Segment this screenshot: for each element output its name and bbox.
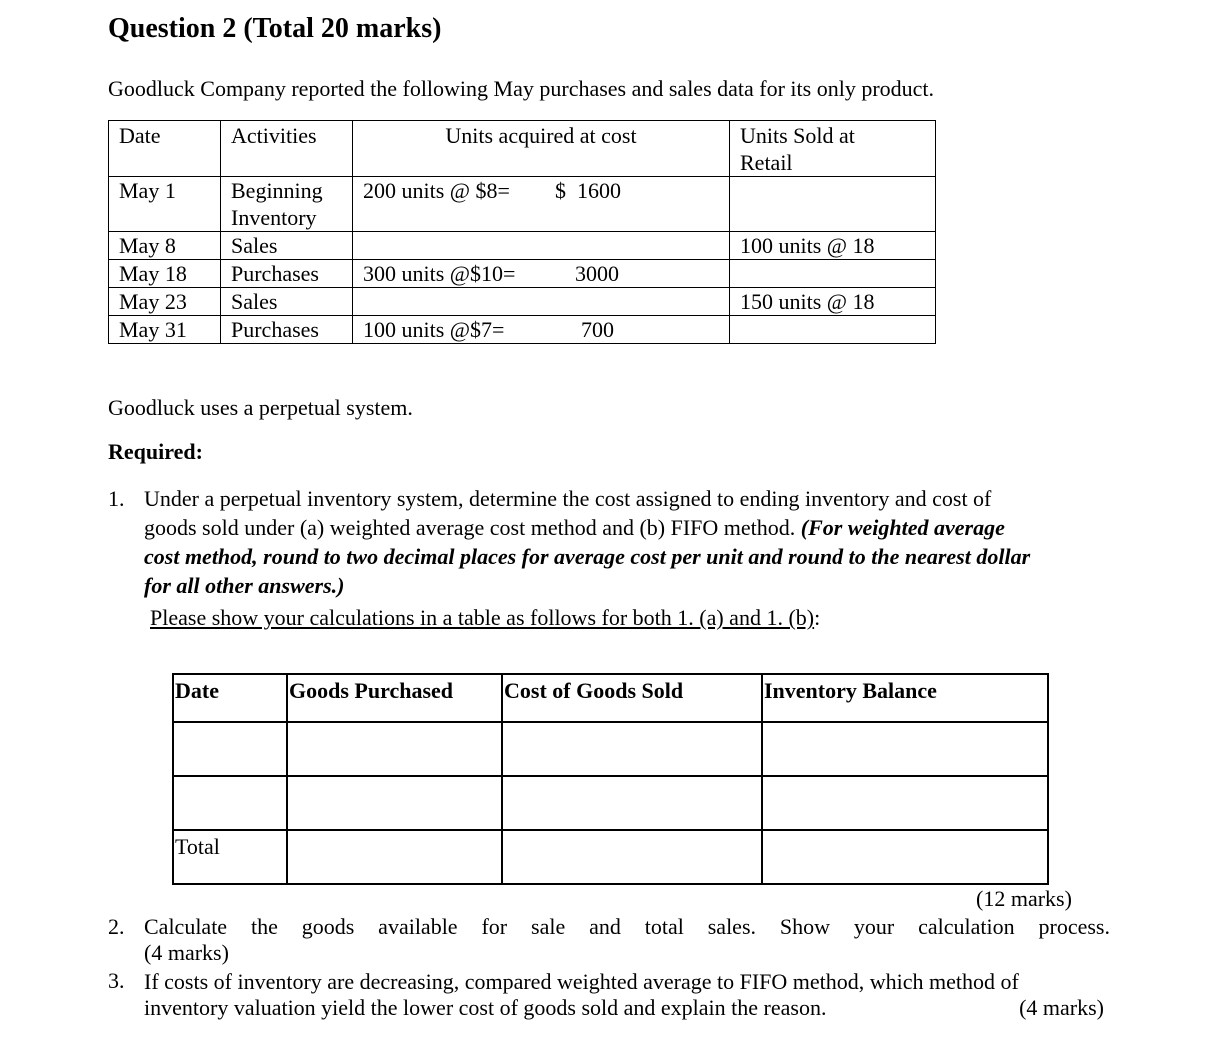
row-cost: 3000 <box>575 261 619 286</box>
template-row <box>173 722 1048 776</box>
question-3-line1: If costs of inventory are decreasing, compared weighted average to FIFO method, which method of <box>144 969 1019 994</box>
header-activities: Activities <box>221 121 353 177</box>
template-total-row <box>173 830 1048 884</box>
template-cell <box>287 830 502 884</box>
row-date: May 23 <box>109 288 221 316</box>
template-header-inventory-balance: Inventory Balance <box>762 674 1048 722</box>
table-row <box>109 288 936 316</box>
row-units: 300 units @$10= <box>363 261 516 286</box>
question-3-marks: (4 marks) <box>1019 995 1104 1020</box>
row-acquired <box>353 232 730 260</box>
calculation-template-table <box>172 673 1049 885</box>
intro-text: Goodluck Company reported the following May purchases and sales data for its only product. <box>108 76 935 101</box>
row-acquired <box>353 316 730 344</box>
template-cell <box>287 776 502 830</box>
template-cell <box>762 722 1048 776</box>
question-3-text <box>144 966 1112 1022</box>
row-acquired <box>353 177 730 232</box>
perpetual-system-text: Goodluck uses a perpetual system. <box>108 395 413 420</box>
header-units-sold-line2: Retail <box>740 150 793 175</box>
question-1-marks: (12 marks) <box>976 886 1072 911</box>
row-sold <box>730 177 936 232</box>
header-units-acquired: Units acquired at cost <box>353 121 730 177</box>
row-activity: Purchases <box>221 316 353 344</box>
row-sold <box>730 316 936 344</box>
question-1-line4: for all other answers.) <box>144 573 345 598</box>
question-3-line2-wrap <box>144 993 1112 1022</box>
row-acquired <box>353 288 730 316</box>
template-cell <box>502 776 762 830</box>
row-sold: 150 units @ 18 <box>730 288 936 316</box>
template-cell <box>173 776 287 830</box>
question-1-number: 1. <box>108 486 125 511</box>
question-2-number: 2. <box>108 914 125 939</box>
row-sold: 100 units @ 18 <box>730 232 936 260</box>
table-instruction-colon: : <box>814 605 821 630</box>
row-units: 200 units @ $8= <box>363 178 510 203</box>
row-date: May 8 <box>109 232 221 260</box>
required-heading: Required: <box>108 439 203 464</box>
question-1-line3: cost method, round to two decimal places for average cost per unit and round to the nearest dollar <box>144 544 1031 569</box>
row-activity-line2: Inventory <box>231 205 317 230</box>
question-1-line1: Under a perpetual inventory system, determine the cost assigned to ending inventory and cost of <box>144 486 992 511</box>
question-1-line2a: goods sold under (a) weighted average cost method and (b) FIFO method. <box>144 515 801 540</box>
template-header-date: Date <box>173 674 287 722</box>
template-total-label: Total <box>173 830 287 884</box>
question-1-line2 <box>144 513 1112 542</box>
table-row <box>109 177 936 232</box>
question-2-text <box>144 912 1110 967</box>
question-1-text <box>144 484 1112 600</box>
row-units: 100 units @$7= <box>363 317 505 342</box>
template-cell <box>762 776 1048 830</box>
row-activity: Purchases <box>221 260 353 288</box>
template-row <box>173 776 1048 830</box>
template-cell <box>502 722 762 776</box>
table-header-row <box>109 121 936 177</box>
template-header-goods-purchased: Goods Purchased <box>287 674 502 722</box>
header-units-sold <box>730 121 936 177</box>
header-date: Date <box>109 121 221 177</box>
row-acquired <box>353 260 730 288</box>
question-3-number: 3. <box>108 968 125 993</box>
header-units-sold-line1: Units Sold at <box>740 123 855 148</box>
table-instruction <box>150 603 820 632</box>
question-2-marks: (4 marks) <box>144 940 229 965</box>
row-date: May 1 <box>109 177 221 232</box>
table-row <box>109 316 936 344</box>
template-cell <box>173 722 287 776</box>
row-date: May 31 <box>109 316 221 344</box>
question-1-line2b: (For weighted average <box>800 515 1005 540</box>
row-activity: Sales <box>221 232 353 260</box>
table-instruction-text: Please show your calculations in a table as follows for both 1. (a) and 1. (b) <box>150 605 815 630</box>
purchases-sales-table <box>108 120 936 344</box>
template-cell <box>762 830 1048 884</box>
table-row <box>109 232 936 260</box>
question-title: Question 2 (Total 20 marks) <box>108 13 442 44</box>
question-2-line1: Calculate the goods available for sale and total sales. Show your calculation process. <box>144 914 1110 939</box>
row-activity: Sales <box>221 288 353 316</box>
row-cost: 700 <box>581 317 614 342</box>
row-cost: $ 1600 <box>555 178 621 203</box>
question-3-line2: inventory valuation yield the lower cost of goods sold and explain the reason. <box>144 995 827 1020</box>
row-activity <box>221 177 353 232</box>
row-date: May 18 <box>109 260 221 288</box>
row-activity-line1: Beginning <box>231 178 323 203</box>
template-header-cogs: Cost of Goods Sold <box>502 674 762 722</box>
template-header-row <box>173 674 1048 722</box>
template-cell <box>502 830 762 884</box>
row-sold <box>730 260 936 288</box>
table-row <box>109 260 936 288</box>
template-cell <box>287 722 502 776</box>
